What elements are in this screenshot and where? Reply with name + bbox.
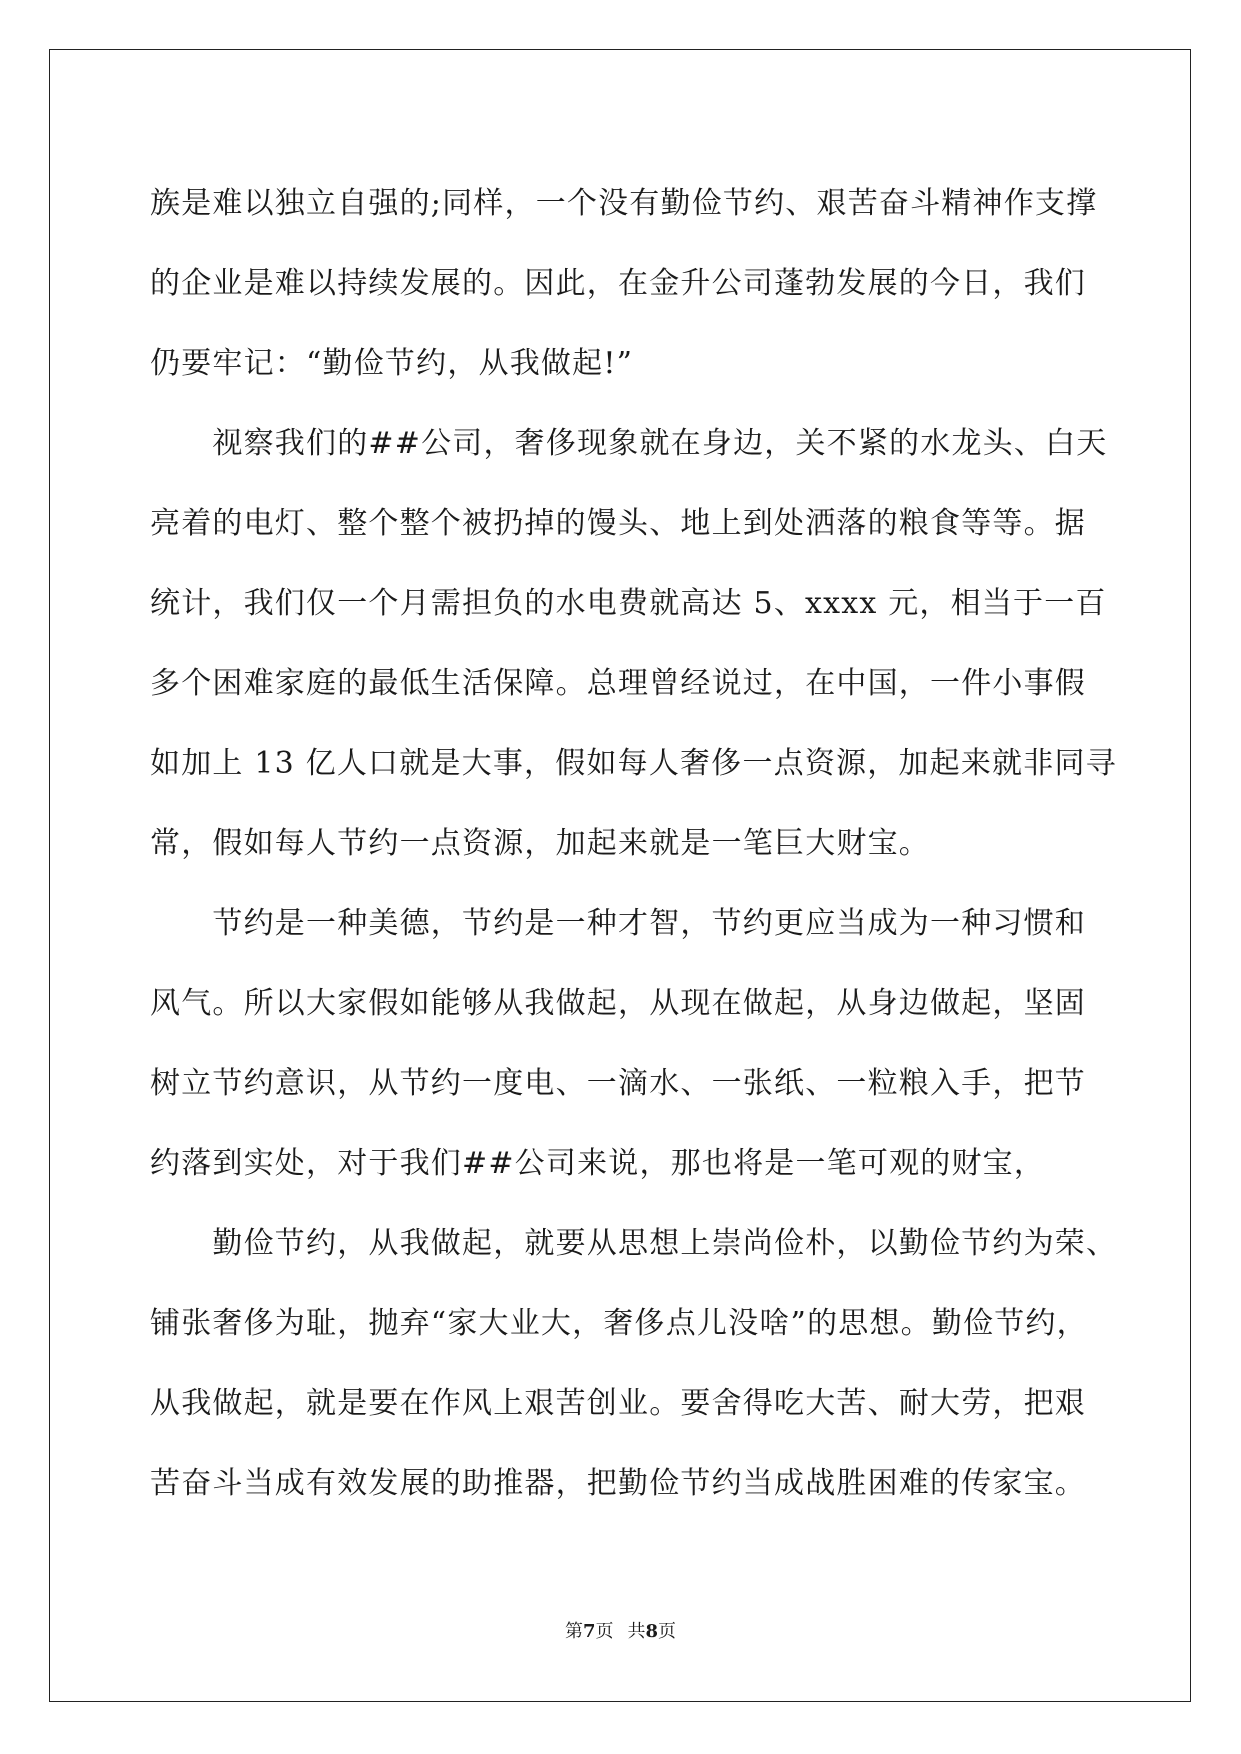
total-suffix: 页 [658,1621,677,1642]
text-line: 风气。所以大家假如能够从我做起，从现在做起，从身边做起，坚固 [150,986,1086,1021]
text-line: 仍要牢记：“勤俭节约，从我做起!” [150,346,634,381]
document-body [150,164,1118,1524]
total-page-number: 8 [645,1621,659,1642]
page-footer [0,1620,1241,1644]
paragraph-4 [150,1204,1118,1524]
text-line: 多个困难家庭的最低生活保障。总理曾经说过，在中国，一件小事假 [150,666,1086,701]
paragraph-2 [150,404,1117,884]
current-page-number: 7 [582,1621,596,1642]
page-suffix: 页 [595,1621,614,1642]
page-prefix: 第 [564,1621,583,1642]
text-line: 苦奋斗当成有效发展的助推器，把勤俭节约当成战胜困难的传家宝。 [150,1466,1086,1501]
total-prefix: 共 [627,1621,646,1642]
text-line: 节约是一种美德，节约是一种才智，节约更应当成为一种习惯和 [150,906,1086,941]
text-line: 约落到实处，对于我们##公司来说，那也将是一笔可观的财宝， [150,1146,1046,1181]
text-line: 统计，我们仅一个月需担负的水电费就高达 5、xxxx 元，相当于一百 [150,586,1107,621]
text-line: 从我做起，就是要在作风上艰苦创业。要舍得吃大苦、耐大劳，把艰 [150,1386,1086,1421]
text-line: 族是难以独立自强的;同样，一个没有勤俭节约、艰苦奋斗精神作支撑 [150,186,1098,221]
text-line: 树立节约意识，从节约一度电、一滴水、一张纸、一粒粮入手，把节 [150,1066,1086,1101]
paragraph-3 [150,884,1090,1204]
text-line: 的企业是难以持续发展的。因此，在金升公司蓬勃发展的今日，我们 [150,266,1086,301]
text-line: 铺张奢侈为耻，抛弃“家大业大，奢侈点儿没啥”的思想。勤俭节约， [150,1306,1088,1341]
text-line: 视察我们的##公司，奢侈现象就在身边，关不紧的水龙头、白天 [150,426,1108,461]
text-line: 亮着的电灯、整个整个被扔掉的馒头、地上到处洒落的粮食等等。据 [150,506,1086,541]
text-line: 常，假如每人节约一点资源，加起来就是一笔巨大财宝。 [150,826,930,861]
text-line: 勤俭节约，从我做起，就要从思想上崇尚俭朴，以勤俭节约为荣、 [150,1226,1118,1261]
paragraph-1 [150,164,1098,404]
text-line: 如加上 13 亿人口就是大事，假如每人奢侈一点资源，加起来就非同寻 [150,746,1117,781]
